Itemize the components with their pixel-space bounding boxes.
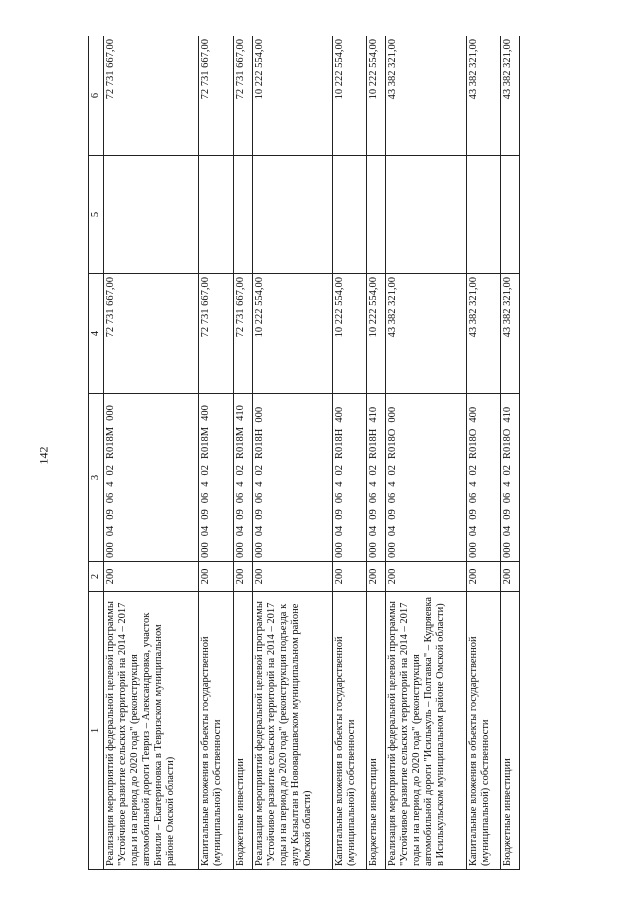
code-part: 4 [105,481,116,487]
code-part: 04 [501,525,513,537]
code-part: 06 [467,492,479,504]
row-col5-cell [233,156,252,274]
table-row [104,36,199,870]
row-name-cell: Бюджетные инвестиции [367,592,386,870]
row-group-cell: 200 [466,562,500,592]
code-part: 000 [467,542,479,558]
table-row [199,36,233,870]
code-part: 02 [253,465,265,476]
code-part: 06 [333,492,345,504]
code-part: 4 [368,481,380,487]
code-part: 09 [105,509,116,520]
row-col5-cell [466,156,500,274]
code-part: 000 [387,542,399,558]
row-col6-cell: 10 222 554,00 [332,36,366,156]
code-part: 000 [333,542,345,558]
code-part: 000 [501,542,513,558]
code-part: 000 [105,542,116,558]
code-part: 000 [200,542,212,558]
code-part: 04 [467,525,479,537]
code-part: 000 [253,406,265,423]
code-part: 04 [253,525,265,537]
row-col6-cell: 72 731 667,00 [199,36,233,156]
code-part: R018O [501,428,513,459]
column-header-4: 4 [89,274,104,394]
row-code-cell [233,394,252,562]
code-part: 09 [368,509,380,520]
table-row [252,36,332,870]
code-part: 09 [467,509,479,520]
row-code-cell [500,394,519,562]
code-part: 02 [333,465,345,476]
table-body [104,36,520,870]
code-part: 04 [333,525,345,537]
row-sum-cell: 72 731 667,00 [199,274,233,394]
row-code-cell [386,394,466,562]
code-part: 02 [234,465,246,476]
code-part: 410 [368,406,380,423]
code-part: 4 [200,481,212,487]
row-sum-cell: 10 222 554,00 [367,274,386,394]
row-col6-cell: 43 382 321,00 [466,36,500,156]
code-part: 02 [105,465,116,476]
row-name-cell: Бюджетные инвестиции [233,592,252,870]
row-name-cell: Капитальные вложения в объекты государственной (муниципальной) собственности [466,592,500,870]
code-part: 000 [387,406,399,423]
row-sum-cell: 72 731 667,00 [233,274,252,394]
code-part: 02 [501,465,513,476]
code-part: 06 [387,492,399,504]
row-sum-cell: 43 382 321,00 [500,274,519,394]
row-group-cell: 200 [252,562,332,592]
row-group-cell: 200 [104,562,199,592]
row-col6-cell: 10 222 554,00 [367,36,386,156]
row-sum-cell: 72 731 667,00 [104,274,199,394]
code-part: 000 [234,542,246,558]
row-col5-cell [199,156,233,274]
row-col5-cell [386,156,466,274]
row-group-cell: 200 [367,562,386,592]
budget-table [88,36,520,870]
row-code-cell [199,394,233,562]
code-part: R018O [387,428,399,459]
row-col6-cell: 72 731 667,00 [104,36,199,156]
row-code-cell [332,394,366,562]
column-header-1: 1 [89,592,104,870]
code-part: 000 [253,542,265,558]
code-part: 000 [368,542,380,558]
code-part: 410 [501,406,513,423]
row-code-cell [466,394,500,562]
row-sum-cell: 10 222 554,00 [332,274,366,394]
row-col5-cell [104,156,199,274]
row-col6-cell: 43 382 321,00 [500,36,519,156]
code-part: 06 [368,492,380,504]
code-part: 09 [200,509,212,520]
table-row [500,36,519,870]
table-row [332,36,366,870]
code-part: 04 [234,525,246,537]
row-name-cell: Капитальные вложения в объекты государственной (муниципальной) собственности [332,592,366,870]
code-part: 09 [253,509,265,520]
row-col6-cell: 10 222 554,00 [252,36,332,156]
row-sum-cell: 43 382 321,00 [466,274,500,394]
row-code-cell [252,394,332,562]
row-col6-cell: 43 382 321,00 [386,36,466,156]
column-header-6: 6 [89,36,104,156]
code-part: 4 [333,481,345,487]
code-part: 02 [368,465,380,476]
row-name-cell: Бюджетные инвестиции [500,592,519,870]
code-part: 04 [105,525,116,537]
rotated-table-frame [88,36,520,870]
row-col5-cell [500,156,519,274]
code-part: 4 [253,481,265,487]
table-header-row [89,36,104,870]
table-row [386,36,466,870]
code-part: 400 [333,406,345,423]
row-code-cell [104,394,199,562]
table-row [466,36,500,870]
column-header-2: 2 [89,562,104,592]
row-group-cell: 200 [500,562,519,592]
code-part: 09 [234,509,246,520]
row-code-cell [367,394,386,562]
page-number: 142 [36,446,51,465]
row-col6-cell: 72 731 667,00 [233,36,252,156]
code-part: 4 [234,481,246,487]
code-part: 000 [105,405,116,421]
row-col5-cell [367,156,386,274]
row-sum-cell: 43 382 321,00 [386,274,466,394]
code-part: 04 [387,525,399,537]
code-part: R018M [200,426,212,459]
code-part: R018H [333,428,345,459]
code-part: 400 [200,405,212,421]
row-group-cell: 200 [332,562,366,592]
code-part: 02 [467,465,479,476]
column-header-3: 3 [89,394,104,562]
row-sum-cell: 10 222 554,00 [252,274,332,394]
row-group-cell: 200 [199,562,233,592]
row-name-cell: Реализация мероприятий федеральной целевой программы "Устойчивое развитие сельских территорий на 2014 – 2017 годы и на период до 2020 года" (реконструкция автомобильной дороги "Исилькуль – Полтавка" – Кудряевка в Исилькульском муниципальном районе Омской области) [386,592,466,870]
code-part: 06 [234,492,246,504]
code-part: 4 [467,481,479,487]
code-part: 06 [200,492,212,504]
row-col5-cell [332,156,366,274]
code-part: 04 [200,525,212,537]
code-part: R018M [234,426,246,459]
code-part: R018M [105,426,116,459]
code-part: 400 [467,406,479,423]
table-row [367,36,386,870]
code-part: 4 [387,481,399,487]
row-group-cell: 200 [233,562,252,592]
code-part: 04 [368,525,380,537]
rotated-table-container [88,36,520,870]
row-name-cell: Реализация мероприятий федеральной целевой программы "Устойчивое развитие сельских территорий на 2014 – 2017 годы и на период до 2020 года" (реконструкция автомобильной дороги Тевриз – Александровка, участок Бичили – Екатериновка в Тевризском муниципальном районе Омской области) [104,592,199,870]
table-row [233,36,252,870]
column-header-5: 5 [89,156,104,274]
row-name-cell: Капитальные вложения в объекты государственной (муниципальной) собственности [199,592,233,870]
row-col5-cell [252,156,332,274]
code-part: R018O [467,428,479,459]
row-group-cell: 200 [386,562,466,592]
code-part: 06 [501,492,513,504]
code-part: 02 [200,465,212,476]
code-part: 410 [234,405,246,421]
code-part: R018H [253,428,265,459]
code-part: 02 [387,465,399,476]
code-part: 09 [333,509,345,520]
code-part: R018H [368,428,380,459]
code-part: 09 [387,509,399,520]
code-part: 06 [105,492,116,504]
row-name-cell: Реализация мероприятий федеральной целевой программы "Устойчивое развитие сельских территорий на 2014 – 2017 годы и на период до 2020 года" (реконструкция подъезда к аулу Кызылтан в Нововаршавском муниципальном районе Омской области) [252,592,332,870]
code-part: 4 [501,481,513,487]
code-part: 06 [253,492,265,504]
code-part: 09 [501,509,513,520]
